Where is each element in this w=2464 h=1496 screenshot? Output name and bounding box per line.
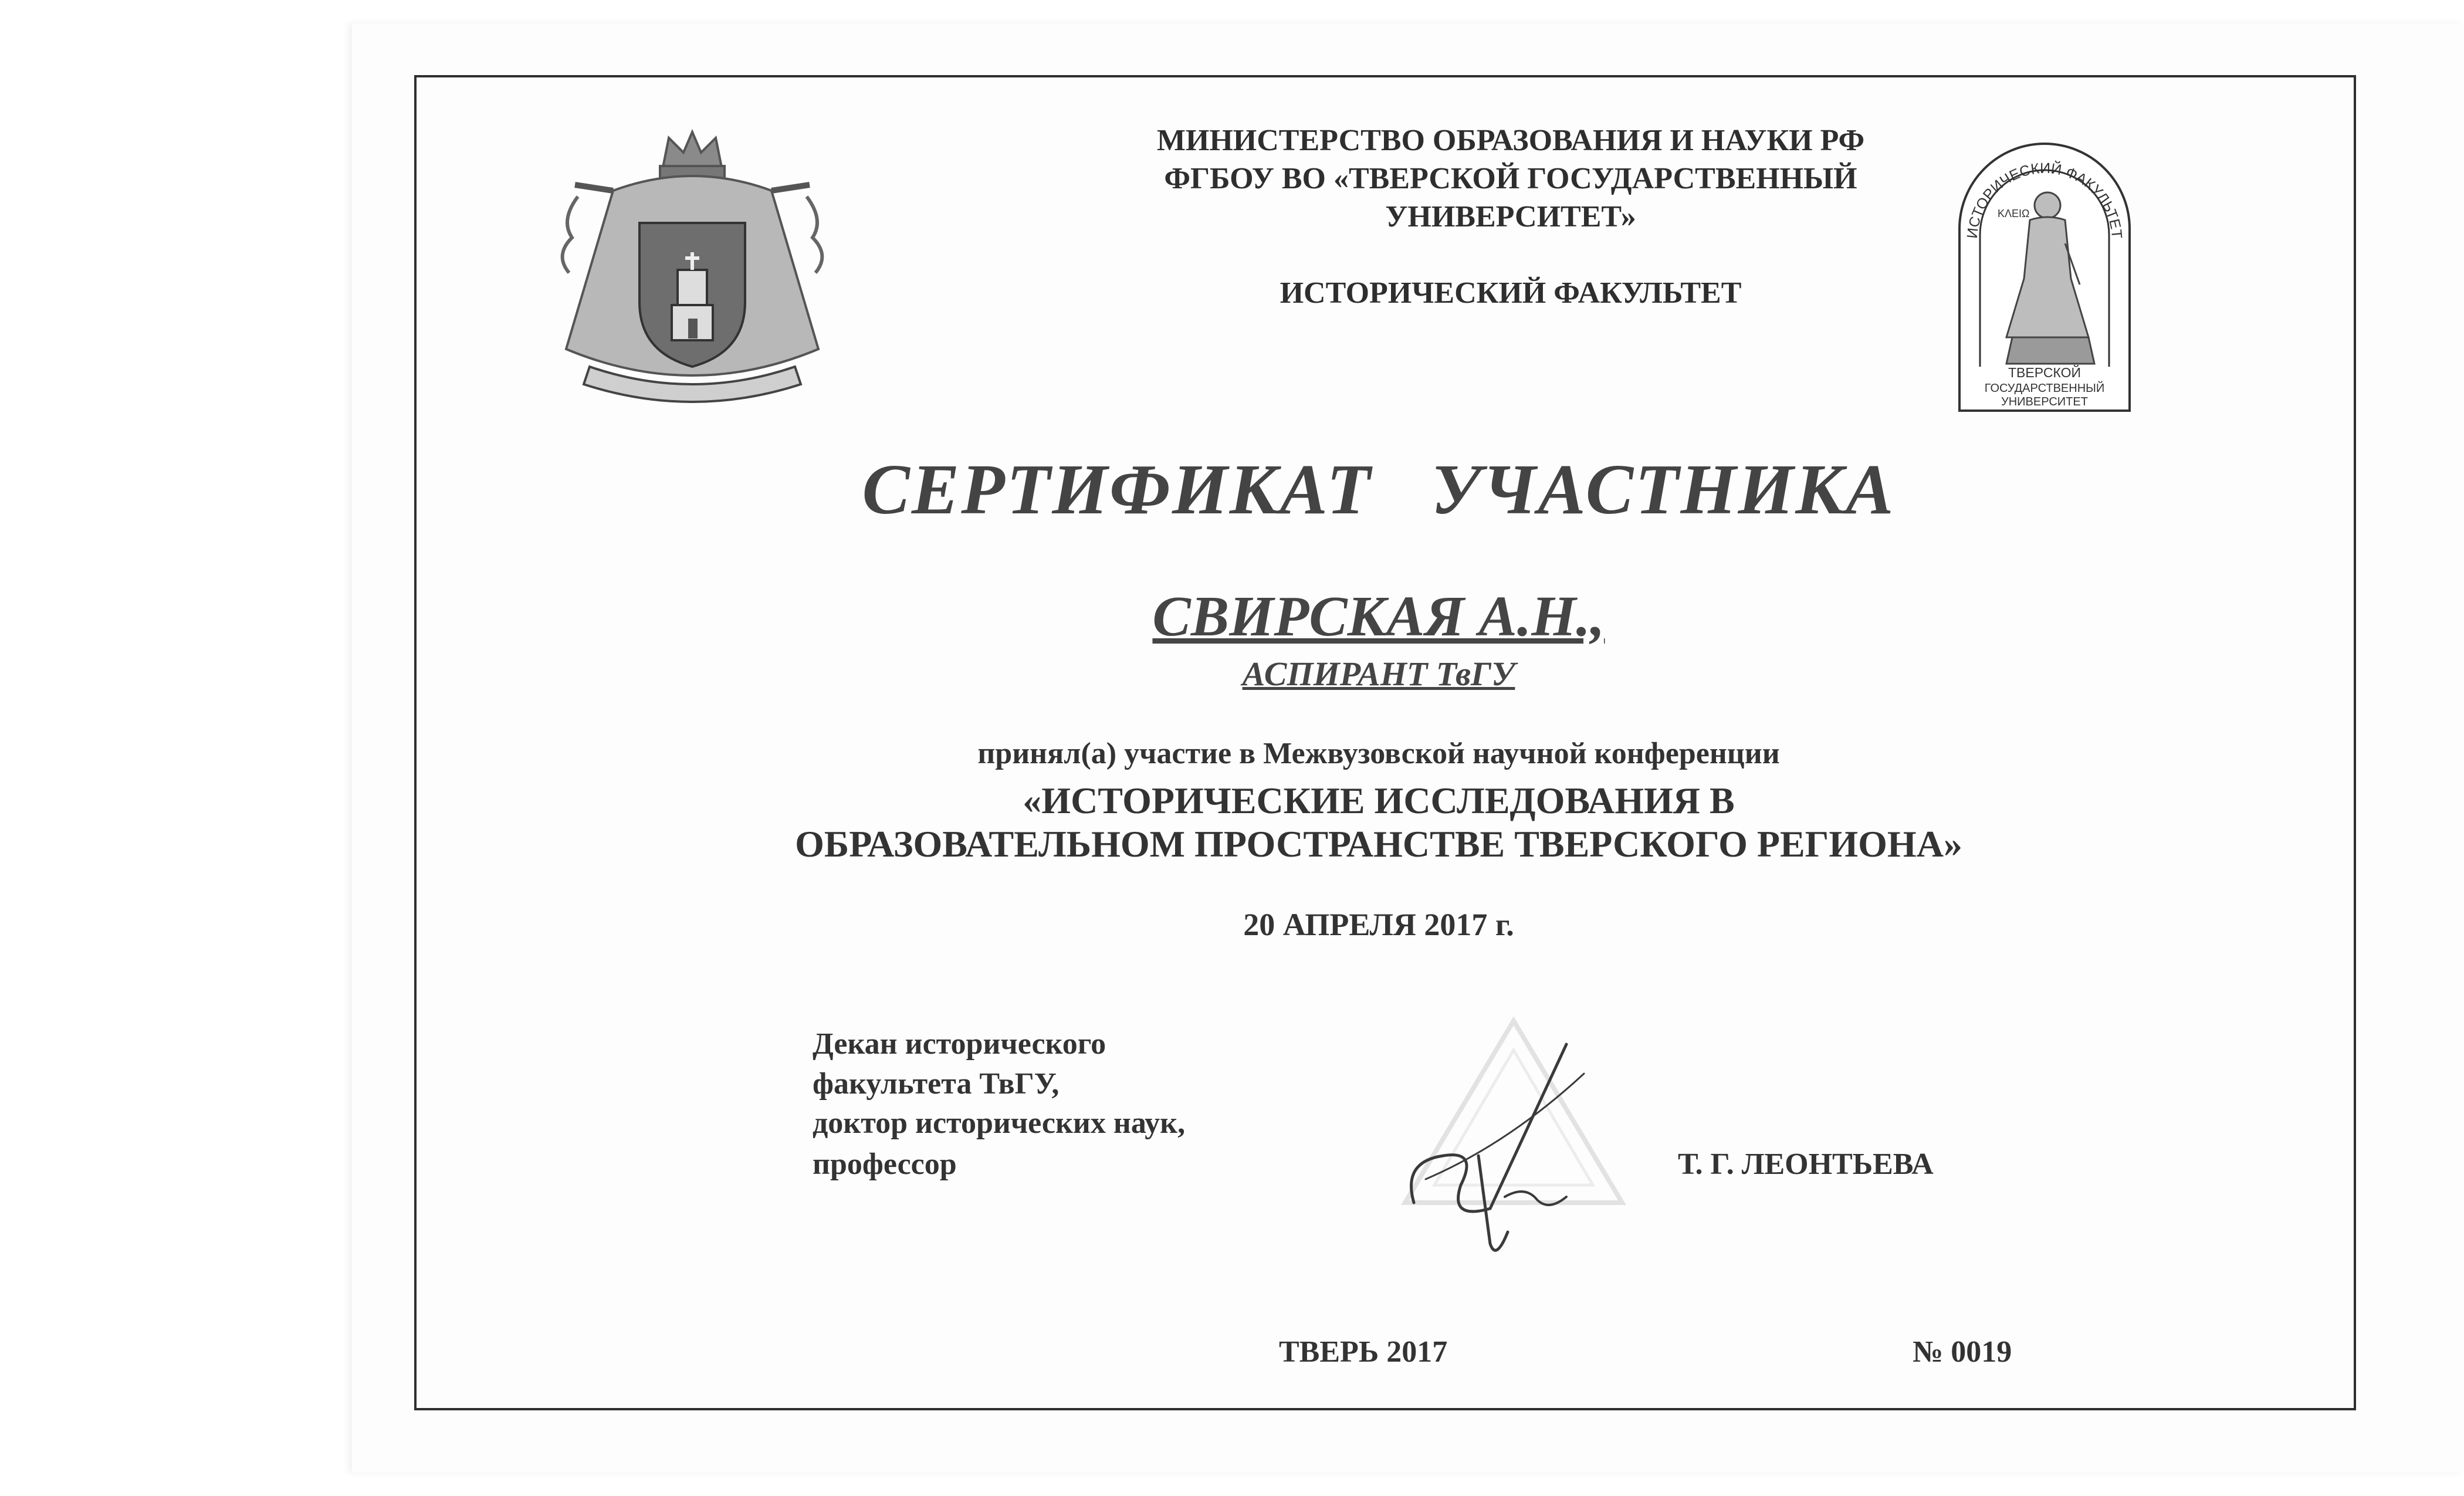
conference-date: 20 АПРЕЛЯ 2017 г. — [1243, 907, 1514, 942]
emblem-muse-label: ΚΛΕΙΩ — [1998, 208, 2030, 219]
faculty-heading: ИСТОРИЧЕСКИЙ ФАКУЛЬТЕТ — [1280, 276, 1742, 310]
emblem-bottom-line3: УНИВЕРСИТЕТ — [2001, 395, 2088, 408]
certificate-number: № 0019 — [1913, 1335, 2012, 1369]
city-year: ТВЕРЬ 2017 — [1279, 1335, 1448, 1369]
emblem-bottom-line1: ТВЕРСКОЙ — [2008, 365, 2081, 380]
recipient-position: АСПИРАНТ ТвГУ — [1242, 655, 1515, 693]
recipient-name: СВИРСКАЯ А.Н., — [1152, 585, 1605, 648]
ministry-heading: МИНИСТЕРСТВО ОБРАЗОВАНИЯ И НАУКИ РФ — [1156, 124, 1865, 157]
signatory-title-line3: доктор исторических наук, — [813, 1106, 1186, 1140]
signatory-title-line2: факультета ТвГУ, — [813, 1067, 1060, 1101]
signature-stamp-icon — [1390, 1009, 1637, 1255]
emblem-arc-text: ИСТОРИЧЕСКИЙ ФАКУЛЬТЕТ — [1964, 160, 2125, 239]
signatory-title-line1: Декан исторического — [813, 1027, 1106, 1061]
conference-title-line2: ОБРАЗОВАТЕЛЬНОМ ПРОСТРАНСТВЕ ТВЕРСКОГО РЕГИОНА» — [795, 823, 1962, 865]
university-heading-line2: УНИВЕРСИТЕТ» — [1385, 200, 1636, 233]
university-heading-line1: ФГБОУ ВО «ТВЕРСКОЙ ГОСУДАРСТВЕННЫЙ — [1164, 162, 1857, 195]
conference-title-line1: «ИСТОРИЧЕСКИЕ ИССЛЕДОВАНИЯ В — [1023, 780, 1735, 821]
emblem-bottom-line2: ГОСУДАРСТВЕННЫЙ — [1984, 382, 2105, 395]
coat-of-arms-icon — [543, 126, 842, 408]
participation-text: принял(а) участие в Межвузовской научной конференции — [977, 737, 1780, 770]
certificate-title: СЕРТИФИКАТ УЧАСТНИКА — [862, 450, 1896, 529]
faculty-emblem — [1954, 132, 2135, 417]
signatory-name: Т. Г. ЛЕОНТЬЕВА — [1678, 1148, 1934, 1181]
signatory-title-line4: профессор — [813, 1148, 957, 1181]
